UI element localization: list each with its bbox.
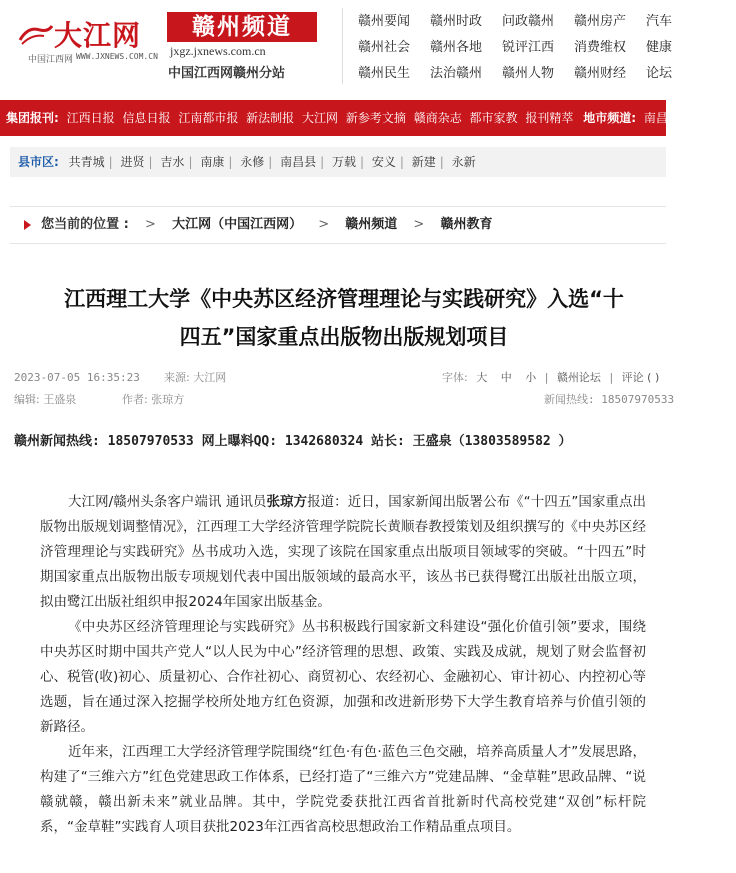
channel-slogan: 中国江西网赣州分站 xyxy=(168,65,286,80)
article-paragraph: 近年来，江西理工大学经济管理学院围绕“红色·有色·蓝色三色交融，培养高质量人才”发展思路，构建了“三维六方”红色党建思政工作体系，已经打造了“三维六方”党建品牌、“金草鞋”思政品牌、“说赣就赣，赣出新未来”就业品牌。其中，学院党委获批江西省首批新时代高校党建“双创”标杆院系，“金草鞋”实践育人项目获批2023年江西省高校思想政治工作精品重点项目。 xyxy=(40,744,646,835)
separator: | xyxy=(544,371,549,384)
nav-link[interactable]: 消费维权 xyxy=(574,39,627,55)
group-link[interactable]: 赣商杂志 xyxy=(413,111,462,125)
separator: | xyxy=(188,155,193,169)
breadcrumb-section[interactable]: 赣州教育 xyxy=(440,217,493,232)
breadcrumb-separator: > xyxy=(318,217,330,232)
breadcrumb-home[interactable]: 大江网（中国江西网） xyxy=(172,217,303,232)
channel-url: jxgz.jxnews.com.cn xyxy=(170,44,266,58)
city-link[interactable]: 南昌 xyxy=(643,111,668,125)
publish-date: 2023-07-05 16:35:23 xyxy=(14,371,140,384)
nav-link[interactable]: 赣州人物 xyxy=(502,65,555,81)
article-source: 来源: 大江网 xyxy=(164,371,227,384)
breadcrumb-channel[interactable]: 赣州频道 xyxy=(345,217,398,232)
top-nav-row xyxy=(358,6,673,32)
separator: | xyxy=(228,155,233,169)
group-link[interactable]: 新法制报 xyxy=(246,111,295,125)
news-hotline: 新闻热线: 18507970533 xyxy=(544,393,675,406)
group-publications-bar xyxy=(0,100,732,136)
county-link[interactable]: 进贤 xyxy=(120,155,145,169)
article-paragraph xyxy=(40,490,646,615)
separator: | xyxy=(108,155,113,169)
city-link[interactable]: 宜春 xyxy=(707,111,732,125)
county-link[interactable]: 新建 xyxy=(411,155,436,169)
county-label: 县市区: xyxy=(18,155,59,169)
hotline-bar: 赣州新闻热线: 18507970533 网上曝料QQ: 1342680324 站长: 王盛泉（13803589582 ） xyxy=(14,434,572,449)
separator: | xyxy=(399,155,404,169)
font-medium-button[interactable]: 中 xyxy=(500,371,512,384)
city-channel-label: 地市频道: xyxy=(583,111,637,125)
county-link[interactable]: 永新 xyxy=(451,155,476,169)
breadcrumb xyxy=(10,206,666,244)
site-header xyxy=(0,0,673,98)
reporter-name: 张琼方 xyxy=(266,494,308,510)
county-bar xyxy=(10,147,666,177)
top-nav-row xyxy=(358,32,673,58)
font-size-controls xyxy=(442,367,664,389)
nav-link[interactable]: 赣州民生 xyxy=(358,65,411,81)
nav-link[interactable]: 赣州要闻 xyxy=(358,13,411,29)
nav-link[interactable]: 赣州房产 xyxy=(574,13,627,29)
county-link[interactable]: 永修 xyxy=(240,155,265,169)
header-divider xyxy=(342,8,343,84)
breadcrumb-arrow-icon xyxy=(24,220,31,230)
article-title xyxy=(14,280,674,356)
county-link[interactable]: 南康 xyxy=(200,155,225,169)
county-link[interactable]: 万载 xyxy=(331,155,356,169)
top-nav-row xyxy=(358,58,673,84)
article-author: 作者: 张琼方 xyxy=(122,393,185,406)
group-link[interactable]: 大江网 xyxy=(302,111,339,125)
logo-subtitle: 中国江西网 xyxy=(28,55,74,65)
logo-url: WWW.JXNEWS.COM.CN xyxy=(76,52,158,61)
group-link[interactable]: 报刊精萃 xyxy=(525,111,574,125)
separator: | xyxy=(609,371,614,384)
separator: | xyxy=(268,155,273,169)
paragraph-text: 报道：近日，国家新闻出版署公布《“十四五”国家重点出版物出版规划调整情况》，江西理工大学经济管理学院院长黄顺春教授策划及组织撰写的《中央苏区经济管理理论与实践研究》丛书成功入选，实现了该院在国家重点出版项目领域零的突破。“十四五”时期国家重点出版物出版专项规划代表中国出版领域的最高水平，该丛书已获得鹭江出版社出版立项，拟由鹭江出版社组织申报2024年国家出版基金。 xyxy=(40,494,647,610)
county-link[interactable]: 吉水 xyxy=(160,155,185,169)
county-link[interactable]: 共青城 xyxy=(68,155,105,169)
county-link[interactable]: 安义 xyxy=(371,155,396,169)
nav-link[interactable]: 健康 xyxy=(646,39,673,55)
nav-link[interactable]: 汽车 xyxy=(646,13,673,29)
county-link[interactable]: 南昌县 xyxy=(280,155,317,169)
nav-link[interactable]: 论坛 xyxy=(646,65,673,81)
breadcrumb-separator: > xyxy=(413,217,425,232)
breadcrumb-label: 您当前的位置 : xyxy=(41,217,129,232)
paragraph-lead: 大江网/赣州头条客户端讯 通讯员 xyxy=(68,494,267,510)
article-title-line1: 江西理工大学《中央苏区经济管理理论与实践研究》入选“十 xyxy=(64,287,624,311)
nav-link[interactable]: 赣州各地 xyxy=(430,39,483,55)
separator: | xyxy=(439,155,444,169)
nav-link[interactable]: 法治赣州 xyxy=(430,65,483,81)
group-link[interactable]: 江西日报 xyxy=(66,111,115,125)
city-link[interactable]: 九江 xyxy=(675,111,700,125)
nav-link[interactable]: 问政赣州 xyxy=(502,13,555,29)
separator: | xyxy=(360,155,365,169)
separator: | xyxy=(320,155,325,169)
site-logo[interactable] xyxy=(12,10,158,65)
article-paragraph: 《中央苏区经济管理理论与实践研究》丛书积极践行国家新文科建设“强化价值引领”要求，围绕中央苏区时期中国共产党人“以人民为中心”经济管理的思想、政策、实践及成就，规划了财会监督初心、税管(收)初心、质量初心、合作社初心、商贸初心、农经初心、金融初心、审计初心、内控初心等选题，旨在通过深入挖掘学校所处地方红色资源，加强和改进新形势下大学生教育培养与价值引领的新路径。 xyxy=(40,619,646,735)
forum-link[interactable]: 赣州论坛 xyxy=(556,371,601,384)
group-label: 集团报刊: xyxy=(6,111,59,125)
article-editor: 编辑: 王盛泉 xyxy=(14,393,77,406)
meta-row xyxy=(14,389,675,411)
article-title-line2: 四五”国家重点出版物出版规划项目 xyxy=(179,325,509,349)
logo-mark-icon xyxy=(18,22,54,46)
font-small-button[interactable]: 小 xyxy=(525,371,537,384)
separator: | xyxy=(148,155,153,169)
nav-link[interactable]: 锐评江西 xyxy=(502,39,555,55)
group-link[interactable]: 信息日报 xyxy=(122,111,171,125)
nav-link[interactable]: 赣州时政 xyxy=(430,13,483,29)
group-link[interactable]: 都市家教 xyxy=(469,111,518,125)
top-nav xyxy=(358,6,673,84)
font-label: 字体: xyxy=(442,371,468,384)
nav-link[interactable]: 赣州社会 xyxy=(358,39,411,55)
meta-row xyxy=(14,367,666,389)
channel-name[interactable]: 赣州频道 xyxy=(167,12,317,42)
logo-text: 大江网 xyxy=(54,19,142,52)
font-large-button[interactable]: 大 xyxy=(476,371,488,384)
group-link[interactable]: 江南都市报 xyxy=(178,111,239,125)
group-link[interactable]: 新参考文摘 xyxy=(345,111,406,125)
article-body xyxy=(40,490,646,840)
nav-link[interactable]: 赣州财经 xyxy=(574,65,627,81)
article-meta xyxy=(14,367,675,411)
breadcrumb-separator: > xyxy=(145,217,156,232)
comment-link[interactable]: 评论 ( ) xyxy=(621,371,660,384)
